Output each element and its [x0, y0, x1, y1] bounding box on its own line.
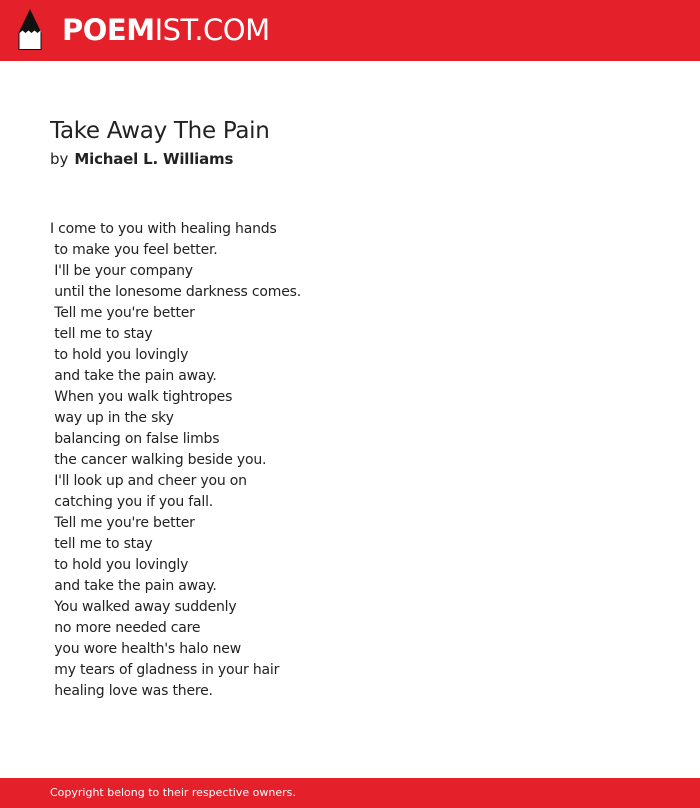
author-name[interactable]: Michael L. Williams [74, 150, 234, 168]
poem-line: balancing on false limbs [50, 431, 220, 447]
poem-line: to make you feel better. [50, 242, 218, 258]
poem-line: You walked away suddenly [50, 599, 237, 615]
byline [50, 148, 233, 170]
poem-line: healing love was there. [50, 683, 213, 699]
poem-line: and take the pain away. [50, 368, 217, 384]
poem-line: no more needed care [50, 620, 201, 636]
poem-line: way up in the sky [50, 410, 174, 426]
poem-line: When you walk tightropes [50, 389, 233, 405]
poem-line: to hold you lovingly [50, 347, 189, 363]
site-footer [0, 778, 700, 808]
poem-line: you wore health's halo new [50, 641, 241, 657]
poem-line: to hold you lovingly [50, 557, 189, 573]
copyright-text: Copyright belong to their respective owners. [50, 786, 296, 799]
poem-line: tell me to stay [50, 536, 153, 552]
poem-line: I come to you with healing hands [50, 221, 277, 237]
poem-line: I'll look up and cheer you on [50, 473, 247, 489]
poem-line: until the lonesome darkness comes. [50, 284, 301, 300]
site-header [0, 0, 700, 61]
poem-line: catching you if you fall. [50, 494, 214, 510]
poem-line: Tell me you're better [50, 305, 195, 321]
poem-title: Take Away The Pain [50, 118, 270, 144]
logo-light-text: IST.COM [154, 13, 270, 47]
site-logo[interactable] [62, 12, 270, 48]
poem-line: my tears of gladness in your hair [50, 662, 280, 678]
poem-body [50, 219, 301, 702]
poem-line: Tell me you're better [50, 515, 195, 531]
pencil-tip-icon[interactable] [18, 9, 42, 51]
by-label: by [50, 150, 69, 168]
poem-line: the cancer walking beside you. [50, 452, 267, 468]
logo-bold-text: POEM [62, 13, 155, 47]
poem-line: tell me to stay [50, 326, 153, 342]
poem-line: I'll be your company [50, 263, 193, 279]
poem-line: and take the pain away. [50, 578, 217, 594]
